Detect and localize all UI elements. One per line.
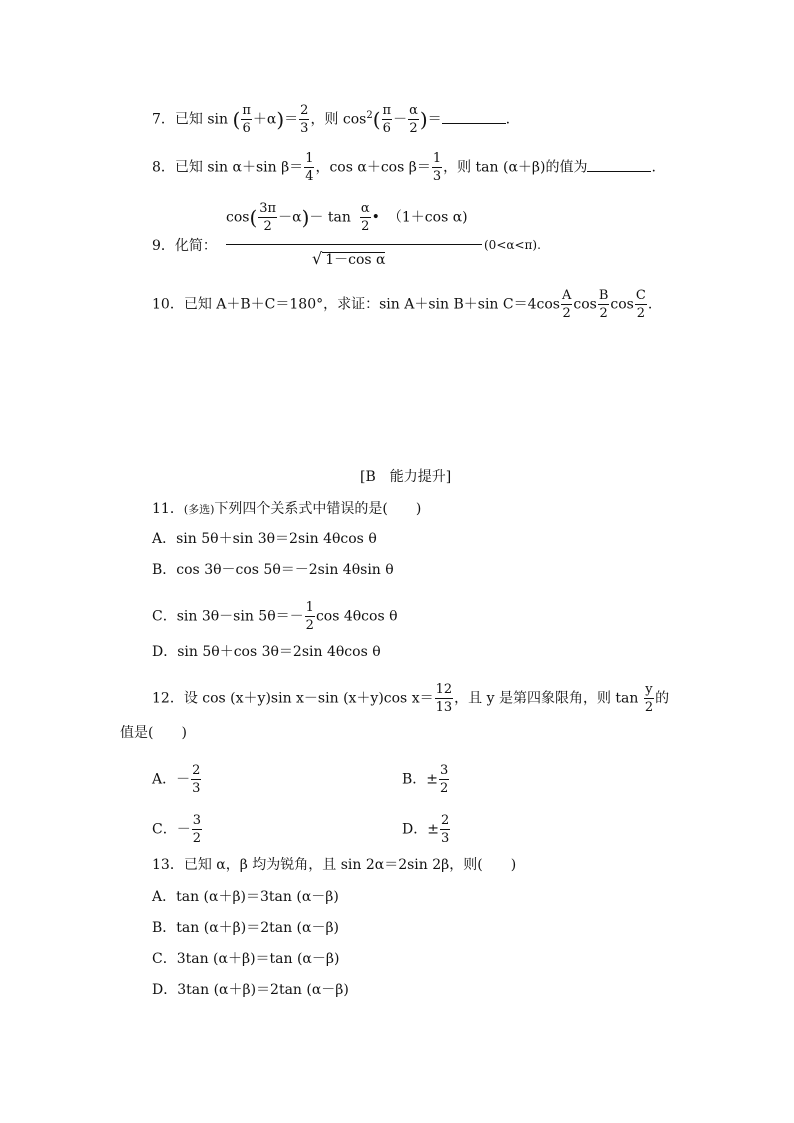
answer-blank[interactable] bbox=[587, 171, 651, 172]
q9-numerator: cos( $\frac{3\pi}{2}$ －α)－ tan $\frac{\alpha}{2}$ • （1＋cos α) bbox=[226, 201, 468, 234]
question-11: 11．(多选)下列四个关系式中错误的是( ) bbox=[152, 501, 422, 517]
option-c[interactable]: C．－ $\frac{3}{2}$ bbox=[152, 813, 201, 846]
option-c[interactable]: C．3tan (α＋β)＝tan (α－β) bbox=[152, 951, 340, 967]
question-13: 13．已知 α，β 均为锐角，且 sin 2α＝2sin 2β，则( ) bbox=[152, 857, 517, 873]
pi-over-6: $\frac{\pi}{6}$ bbox=[242, 103, 251, 136]
question-7: 7．已知 sin ( $\frac{\pi}{6}$ ＋α)＝ $\frac{2}{3}$ ，则 $\cos^2$( $\frac{\pi}{6}$ － $\frac{\alpha}{2}$ )＝ . bbox=[152, 103, 511, 136]
option-d[interactable]: D．± $\frac{2}{3}$ bbox=[402, 813, 450, 846]
section-title: [B 能力提升] bbox=[360, 469, 452, 485]
option-b[interactable]: B．cos 3θ－cos 5θ＝－2sin 4θsin θ bbox=[152, 562, 394, 578]
question-8: 8．已知 sin α＋sin β＝ $\frac{1}{4}$ ，cos α＋cos β＝ $\frac{1}{3}$ ，则 tan (α＋β)的值为 . bbox=[152, 151, 656, 184]
option-b[interactable]: B．± $\frac{3}{2}$ bbox=[402, 763, 449, 796]
option-c[interactable]: C．sin 3θ－sin 5θ＝－ $\frac{1}{2}$ cos 4θcos θ bbox=[152, 600, 398, 633]
question-12: 12．设 cos (x＋y)sin x－sin (x＋y)cos x＝ $\frac{12}{13}$ ，且 y 是第四象限角，则 tan $\frac{y}{2}$ 的 bbox=[152, 682, 670, 715]
option-a[interactable]: A．sin 5θ＋sin 3θ＝2sin 4θcos θ bbox=[152, 531, 377, 547]
fraction-bar bbox=[226, 244, 482, 245]
option-d[interactable]: D．3tan (α＋β)＝2tan (α－β) bbox=[152, 982, 349, 998]
q7-number: 7． bbox=[152, 111, 175, 128]
option-b[interactable]: B．tan (α＋β)＝2tan (α－β) bbox=[152, 920, 340, 936]
question-10: 10．已知 A＋B＋C＝180°，求证：sin A＋sin B＋sin C＝4cos $\frac{A}{2}$ cos $\frac{B}{2}$ cos $\frac{C}{2}$ . bbox=[152, 288, 653, 321]
question-12-line2: 值是( ) bbox=[120, 725, 187, 741]
option-a[interactable]: A．－ $\frac{2}{3}$ bbox=[152, 763, 201, 796]
option-d[interactable]: D．sin 5θ＋cos 3θ＝2sin 4θcos θ bbox=[152, 644, 381, 660]
q9-denominator: √ 1－cos α bbox=[312, 249, 386, 268]
q9-condition: (0<α<π). bbox=[484, 238, 541, 252]
option-a[interactable]: A．tan (α＋β)＝3tan (α－β) bbox=[152, 889, 339, 905]
answer-blank[interactable] bbox=[442, 123, 506, 124]
two-thirds: $\frac{2}{3}$ bbox=[300, 103, 309, 136]
